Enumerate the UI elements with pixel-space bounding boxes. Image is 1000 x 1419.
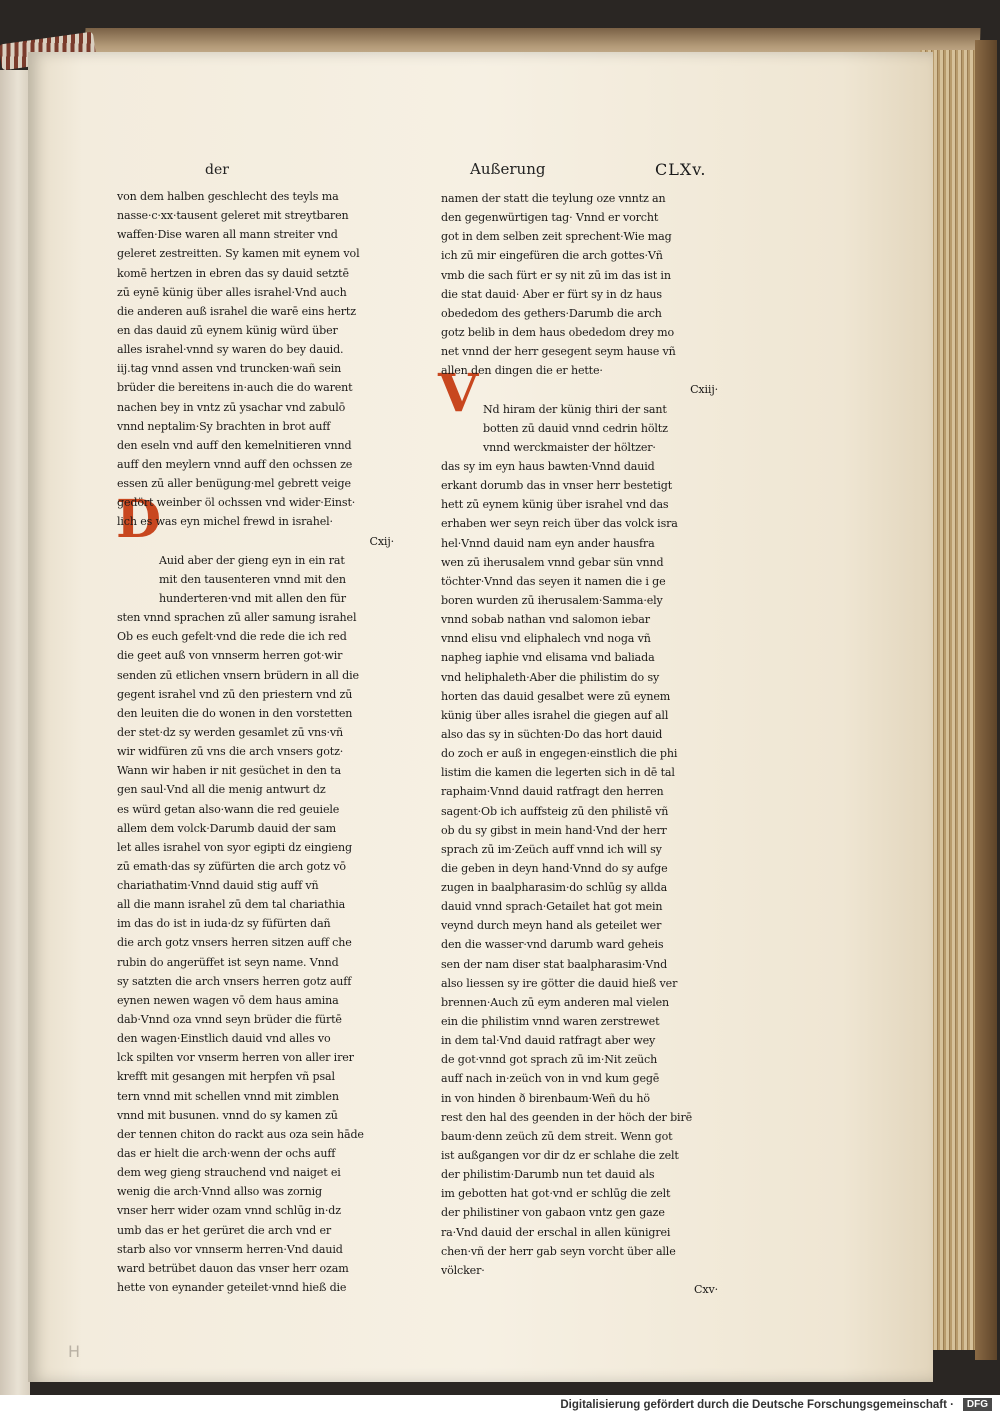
text-line: Nd hiram der künig thiri der sant [483, 402, 667, 416]
text-line: wir widfüren zū vns die arch vnsers gotz· [117, 745, 344, 759]
text-line: vnnd sobab nathan vnd salomon iebar [441, 613, 650, 627]
text-line: eynen newen wagen vō dem haus amina [117, 993, 339, 1007]
text-line: sen der nam diser stat baalpharasim·Vnd [441, 957, 668, 971]
text-line: vnnd mit busunen. vnnd do sy kamen zū [117, 1108, 338, 1122]
text-line: den wagen·Einstlich dauid vnd alles vo [117, 1032, 331, 1046]
text-line: vnser herr wider ozam vnnd schlūg in·dz [117, 1204, 341, 1218]
text-line: hunderteren·vnd mit allen den für [159, 591, 346, 605]
text-line: in von hinden ð birenbaum·Weñ du hö [441, 1091, 650, 1105]
text-line: dauid vnnd sprach·Getailet hat got mein [441, 900, 663, 914]
text-column-left [117, 187, 402, 1297]
footer-bar [0, 1395, 1000, 1419]
text-line: baum·denn zeüch zū dem streit. Wenn got [441, 1129, 673, 1143]
text-line: künig über alles israhel die giegen auf all [441, 708, 669, 722]
text-line: gegent israhel vnd zū den priestern vnd zū [117, 687, 353, 701]
text-line: de got·vnnd got sprach zū im·Nit zeüch [441, 1053, 658, 1067]
text-line: sy satzten die arch vnsers herren gotz auff [117, 974, 352, 988]
text-line: ich zū mir eingefüren die arch gottes·Vñ [441, 249, 663, 263]
text-line: hel·Vnnd dauid nam eyn ander hausfra [441, 536, 655, 550]
chapter-number: Cxij· [369, 534, 394, 548]
text-line: chen·vñ der herr gab seyn vorcht über alle [441, 1244, 676, 1258]
text-line: hette von eynander geteilet·vnnd hieß die [117, 1281, 347, 1295]
text-line: listim die kamen die legerten sich in dē tal [441, 766, 675, 780]
text-line: do zoch er auß in engegen·einstlich die phi [441, 747, 678, 761]
text-line: die anderen auß israhel die warē eins hertz [117, 304, 356, 318]
text-line: die stat dauid· Aber er fürt sy in dz haus [441, 287, 662, 301]
running-header-center: Außerung [470, 160, 546, 178]
folio-number: CLXv. [655, 160, 707, 179]
text-line: gotz belib in dem haus obededom drey mo [441, 325, 675, 339]
text-line: der stet·dz sy werden gesamlet zū vns·vñ [117, 725, 344, 739]
text-line: allem dem volck·Darumb dauid der sam [117, 821, 337, 835]
text-line: horten das dauid gesalbet were zū eynem [441, 689, 671, 703]
text-line: dem weg gieng strauchend vnd naiget ei [117, 1166, 341, 1180]
text-line: raphaim·Vnnd dauid ratfragt den herren [441, 785, 664, 799]
text-line: zū eynē künig über alles israhel·Vnd auch [117, 285, 347, 299]
text-line: im gebotten hat got·vnd er schlūg die zelt [441, 1187, 671, 1201]
text-line: tern vnnd mit schellen vnnd mit zimblen [117, 1089, 339, 1103]
text-line: von dem halben geschlecht des teyls ma [117, 190, 339, 203]
text-line: völcker· [441, 1263, 485, 1277]
text-column-right [441, 189, 726, 1299]
text-line: also liessen sy ire götter die dauid hieß ver [441, 976, 678, 990]
text-line: nachen bey in vntz zū ysachar vnd zabulō [117, 400, 346, 414]
text-line: sten vnnd sprachen zū aller samung israhel [117, 611, 357, 625]
text-line: all die mann israhel zū dem tal chariathia [117, 898, 346, 912]
text-line: es würd getan also·wann die red geuiele [117, 802, 340, 816]
text-line: töchter·Vnnd das seyen it namen die i ge [441, 574, 666, 588]
text-line: veynd durch meyn hand als geteilet wer [441, 919, 662, 933]
text-line: nasse·c·xx·tausent geleret mit streytbaren [117, 209, 349, 223]
text-line: den leuiten die do wonen in den vorstetten [117, 706, 353, 720]
text-line: vnd heliphaleth·Aber die philistim do sy [441, 670, 660, 684]
text-line: rest den hal des geenden in der höch der birē [441, 1110, 693, 1124]
text-line: alles israhel·vnnd sy waren do bey dauid. [117, 343, 344, 357]
text-line: die arch gotz vnsers herren sitzen auff che [117, 936, 352, 950]
rubricated-initial-d: D [116, 489, 162, 550]
text-line: hett zū eynem künig über israhel vnd das [441, 498, 669, 512]
text-line: zugen in baalpharasim·do schlūg sy allda [441, 881, 668, 895]
text-line: zū emath·das sy züfürten die arch gotz vō [117, 859, 346, 873]
text-line: erkant dorumb das in vnser herr bestetigt [441, 479, 673, 493]
text-line: allen den dingen die er hette· [441, 364, 603, 378]
text-line: wenig die arch·Vnnd allso was zornig [117, 1185, 323, 1199]
text-line: sagent·Ob ich auffsteig zū den philistē vñ [441, 804, 669, 818]
text-line: senden zū etlichen vnsern brüdern in all die [117, 668, 359, 682]
text-line: geleret zestreitten. Sy kamen mit eynem vol [117, 247, 360, 261]
text-line: Wann wir haben ir nit gesüchet in den ta [117, 764, 341, 778]
text-line: let alles israhel von syor egipti dz eingieng [117, 840, 352, 854]
text-line: umb das er het gerüret die arch vnd er [117, 1223, 332, 1237]
book-cover-right [975, 40, 997, 1360]
facing-page-edge [0, 70, 30, 1395]
text-line: Ob es euch gefelt·vnd die rede die ich red [117, 630, 347, 644]
text-line: brennen·Auch zū eym anderen mal vielen [441, 995, 670, 1009]
text-line: also das sy in süchten·Do das hort dauid [441, 727, 663, 741]
text-line: en das dauid zū eynem künig würd über [117, 323, 338, 337]
text-line: chariathatim·Vnnd dauid stig auff vñ [117, 879, 319, 893]
text-line: der tennen chiton do rackt aus oza sein hāde [117, 1127, 364, 1141]
text-line: das sy im eyn haus bawten·Vnnd dauid [441, 459, 655, 473]
text-line: das er hielt die arch·wenn der ochs auff [117, 1147, 336, 1161]
text-line: gedört weinber öl ochssen vnd wider·Einst· [117, 496, 356, 510]
text-line: got in dem selben zeit sprechent·Wie mag [441, 230, 672, 244]
footer-credit: Digitalisierung gefördert durch die Deutsche Forschungsgemeinschaft · [560, 1399, 954, 1411]
text-line: auff nach in·zeüch von in vnd kum gegē [441, 1072, 660, 1086]
pencil-mark: H [68, 1342, 81, 1361]
dfg-logo: DFG [963, 1398, 992, 1411]
text-line: erhaben wer seyn reich über das volck isra [441, 517, 678, 531]
text-line: essen zū aller benügung·mel gebrett veige [117, 477, 351, 491]
text-line: den gegenwürtigen tag· Vnnd er vorcht [441, 211, 659, 225]
text-line: vnnd elisu vnd eliphalech vnd noga vñ [441, 632, 651, 646]
rubricated-initial-u: V [438, 363, 479, 424]
text-line: lck spilten vor vnserm herren von aller irer [117, 1051, 354, 1065]
text-line: obededom des gethers·Darumb die arch [441, 306, 662, 320]
text-line: mit den tausenteren vnnd mit den [159, 572, 346, 586]
text-line: die geben in deyn hand·Vnnd do sy aufge [441, 861, 668, 875]
text-line: krefft mit gesangen mit herpfen vñ psal [117, 1070, 335, 1084]
text-line: im das do ist in iuda·dz sy füfürten dañ [117, 917, 331, 931]
text-line: iij.tag vnnd assen vnd truncken·wañ sein [117, 362, 342, 376]
running-header-left: der [205, 162, 229, 178]
text-line: namen der statt die teylung oze vnntz an [441, 192, 666, 205]
text-line: botten zū dauid vnnd cedrin höltz [483, 421, 668, 435]
text-line: komē hertzen in ebren das sy dauid setztē [117, 266, 349, 280]
chapter-number: Cxv· [694, 1283, 718, 1297]
text-line: lich es was eyn michel frewd in israhel· [117, 515, 333, 529]
text-line: ein die philistim vnnd waren zerstrewet [441, 1015, 660, 1029]
text-line: ob du sy gibst in mein hand·Vnd der herr [441, 823, 667, 837]
text-line: der philistiner von gabaon vntz gen gaze [441, 1206, 665, 1220]
text-line: net vnnd der herr gesegent seym hause vñ [441, 345, 676, 359]
text-line: den die wasser·vnd darumb ward geheis [441, 938, 664, 952]
text-line: ra·Vnd dauid der erschal in allen künigrei [441, 1225, 671, 1239]
text-line: brüder die bereitens in·auch die do warent [117, 381, 353, 395]
text-line: dab·Vnnd oza vnnd seyn brüder die fürtē [117, 1013, 342, 1027]
text-line: ward betrübet dauon das vnser herr ozam [117, 1261, 349, 1275]
text-line: vnnd neptalim·Sy brachten in brot auff [117, 419, 331, 433]
text-line: starb also vor vnnserm herren·Vnd dauid [117, 1242, 343, 1256]
text-line: ist außgangen vor dir dz er schlahe die zelt [441, 1149, 679, 1163]
text-line: Auid aber der gieng eyn in ein rat [159, 553, 345, 567]
text-line: in dem tal·Vnd dauid ratfragt aber wey [441, 1034, 656, 1048]
text-line: die geet auß von vnnserm herren got·wir [117, 649, 343, 663]
text-line: der philistim·Darumb nun tet dauid als [441, 1168, 655, 1182]
text-line: vnnd werckmaister der höltzer· [483, 440, 656, 454]
text-line: boren wurden zū iherusalem·Samma·ely [441, 593, 663, 607]
text-line: napheg iaphie vnd elisama vnd baliada [441, 651, 655, 665]
text-line: rubin do angerüffet ist seyn name. Vnnd [117, 955, 339, 969]
text-line: auff den meylern vnnd auff den ochssen ze [117, 457, 353, 471]
chapter-number: Cxiij· [690, 383, 718, 397]
text-line: waffen·Dise waren all mann streiter vnd [117, 228, 338, 242]
text-line: sprach zū im·Zeüch auff vnnd ich will sy [441, 842, 662, 856]
text-line: wen zū iherusalem vnnd gebar sün vnnd [441, 555, 664, 569]
text-line: den eseln vnd auff den kemelnitieren vnnd [117, 438, 352, 452]
text-line: vmb die sach fürt er sy nit zū im das ist in [441, 268, 671, 282]
text-line: gen saul·Vnd all die menig antwurt dz [117, 783, 326, 797]
